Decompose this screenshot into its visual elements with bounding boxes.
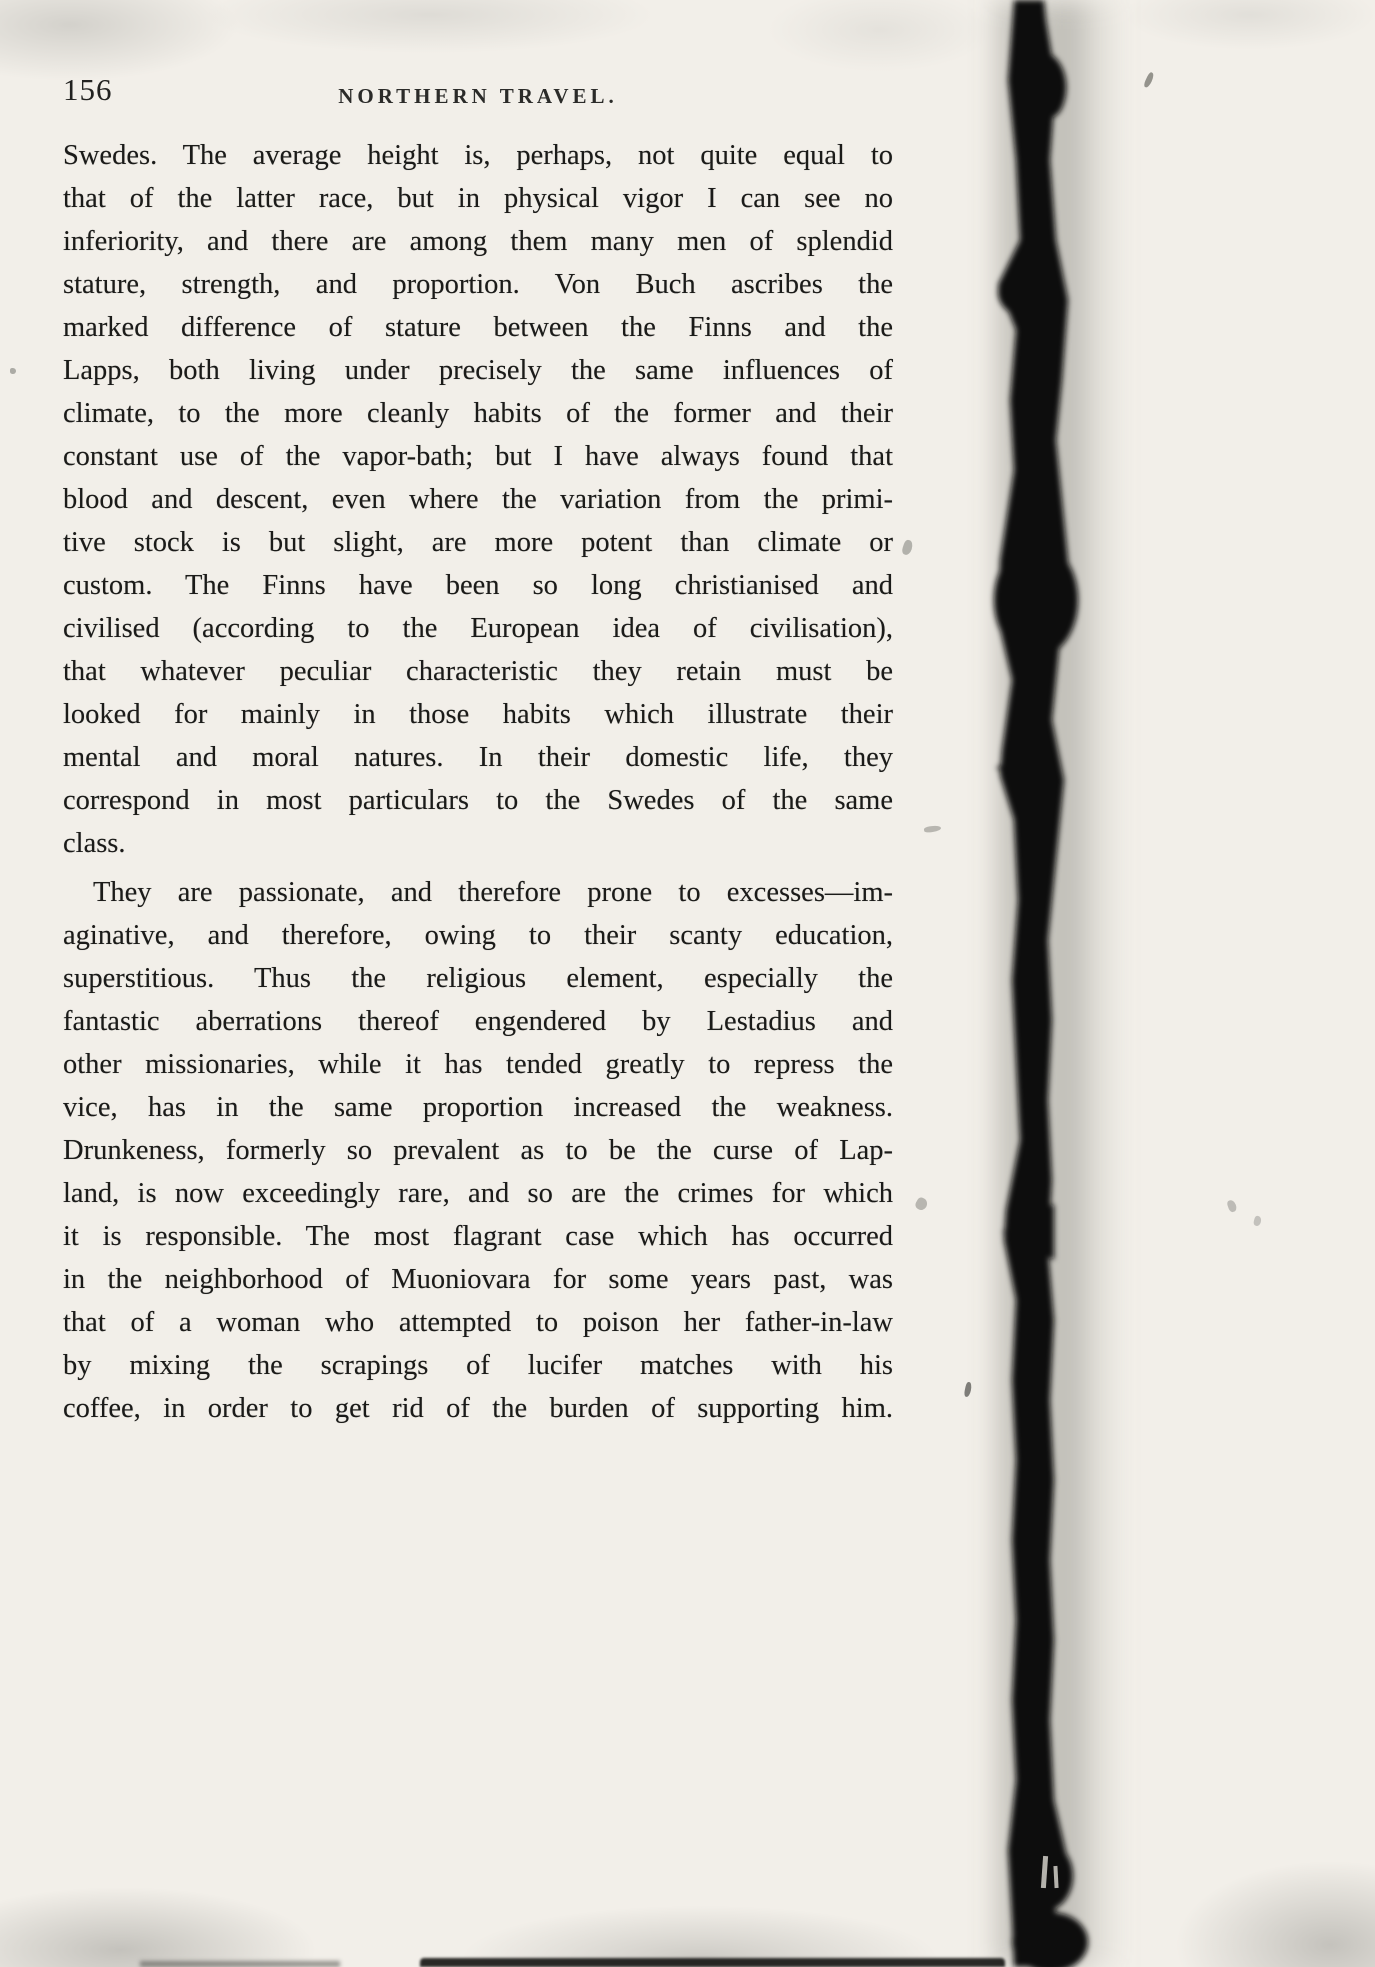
text-line: class.: [63, 828, 126, 859]
scan-speck: [914, 1196, 930, 1212]
scan-speck: [964, 1382, 973, 1398]
text-line: coffee, in order to get rid of the burden of supporting him.: [63, 1393, 893, 1424]
text-line: that whatever peculiar characteristic they retain must be: [63, 656, 893, 687]
text-line: Lapps, both living under precisely the same influences of: [63, 355, 893, 386]
text-line: in the neighborhood of Muoniovara for some years past, was: [63, 1264, 893, 1295]
paragraph: [63, 134, 893, 865]
text-line: correspond in most particulars to the Swedes of the same: [63, 785, 893, 816]
text-line: custom. The Finns have been so long christianised and: [63, 570, 893, 601]
scan-speck: [1253, 1215, 1262, 1226]
text-line: that of the latter race, but in physical vigor I can see no: [63, 183, 893, 214]
text-line: fantastic aberrations thereof engendered by Lestadius and: [63, 1006, 893, 1037]
text-line: They are passionate, and therefore prone to excesses—im-: [93, 877, 893, 908]
page-number: 156: [63, 72, 113, 107]
text-line: Swedes. The average height is, perhaps, not quite equal to: [63, 140, 893, 171]
body-text: [63, 134, 893, 1430]
scan-speck: [901, 539, 914, 556]
text-line: looked for mainly in those habits which illustrate their: [63, 699, 893, 730]
text-line: tive stock is but slight, are more potent than climate or: [63, 527, 893, 558]
bottom-edge-shadow-secondary: [140, 1961, 340, 1967]
text-line: Drunkeness, formerly so prevalent as to be the curse of Lap-: [63, 1135, 893, 1166]
text-line: vice, has in the same proportion increased the weakness.: [63, 1092, 893, 1123]
scan-speck: [924, 825, 942, 833]
text-line: aginative, and therefore, owing to their scanty education,: [63, 920, 893, 951]
text-line: constant use of the vapor-bath; but I have always found that: [63, 441, 893, 472]
text-line: other missionaries, while it has tended greatly to repress the: [63, 1049, 893, 1080]
text-line: mental and moral natures. In their domestic life, they: [63, 742, 893, 773]
scan-speck: [1226, 1199, 1238, 1213]
text-line: stature, strength, and proportion. Von Buch ascribes the: [63, 269, 893, 300]
text-line: climate, to the more cleanly habits of the former and their: [63, 398, 893, 429]
text-line: that of a woman who attempted to poison her father-in-law: [63, 1307, 893, 1338]
text-line: land, is now exceedingly rare, and so are the crimes for which: [63, 1178, 893, 1209]
paragraph: [63, 871, 893, 1430]
text-line: blood and descent, even where the variation from the primi-: [63, 484, 893, 515]
bottom-edge-shadow: [420, 1958, 1005, 1967]
page-header: NORTHERN TRAVEL.: [338, 84, 618, 108]
text-line: civilised (according to the European idea of civilisation),: [63, 613, 893, 644]
text-line: by mixing the scrapings of lucifer matches with his: [63, 1350, 893, 1381]
scan-speck: [10, 368, 16, 374]
text-line: marked difference of stature between the Finns and the: [63, 312, 893, 343]
text-line: superstitious. Thus the religious element, especially the: [63, 963, 893, 994]
scan-speck: [1143, 71, 1155, 88]
text-line: it is responsible. The most flagrant case which has occurred: [63, 1221, 893, 1252]
text-line: inferiority, and there are among them many men of splendid: [63, 226, 893, 257]
